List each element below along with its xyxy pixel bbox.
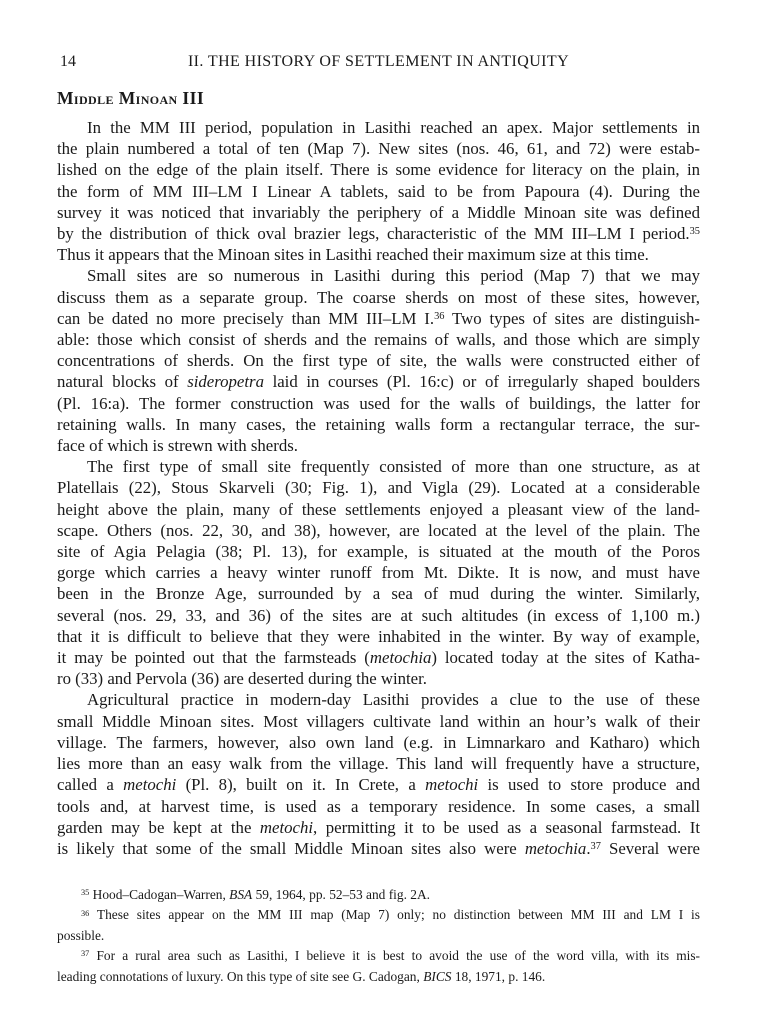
text-segment: small Middle Minoan sites. Most villagers cultivate land within an hour’s walk of their — [57, 711, 700, 731]
text-segment: scape. Others (nos. 22, 30, and 38), however, are located at the level of the plain. The — [57, 520, 700, 540]
paragraph-4-line — [57, 838, 700, 859]
page-number: 14 — [60, 53, 76, 70]
paragraph-1-line — [57, 159, 700, 180]
text-segment: tools and, at harvest time, is used as a temporary residence. In some cases, a small — [57, 796, 700, 816]
text-segment: (Pl. 16:a). The former construction was used for the walls of buildings, the latter for — [57, 393, 700, 413]
paragraph-3-line — [57, 583, 700, 604]
footnote-36-line — [57, 905, 700, 925]
text-segment: can be dated no more precisely than MM III–LM I. — [57, 308, 435, 328]
text-segment: (Pl. 8), built on it. In Crete, a — [176, 775, 426, 795]
text-segment: lished on the edge of the plain itself. There is some evidence for literacy on the plain, in — [57, 160, 700, 180]
paragraph-2-line — [57, 350, 700, 371]
footnote-35-line — [57, 885, 700, 905]
page-header — [57, 53, 700, 73]
footnote-number: 36 — [81, 908, 90, 918]
footnote-35 — [57, 885, 700, 905]
text-segment: laid in courses (Pl. 16:c) or of irregularly shaped boulders — [263, 372, 700, 392]
text-segment: These sites appear on the MM III map (Map 7) only; no distinction between MM III and LM I is — [89, 907, 700, 923]
paragraph-4-line — [57, 774, 700, 795]
text-segment: survey it was noticed that invariably the periphery of a Middle Minoan site was defined — [57, 202, 700, 222]
footnote-36-line — [57, 926, 700, 946]
text-segment: Agricultural practice in modern-day Lasithi provides a clue to the use of these — [87, 690, 700, 710]
text-segment: Small sites are so numerous in Lasithi during this period (Map 7) that we may — [87, 266, 700, 286]
paragraph-4-line — [57, 689, 700, 710]
paragraph-1-line — [57, 117, 700, 138]
text-segment: 59, 1964, pp. 52–53 and fig. 2A. — [252, 887, 431, 902]
paragraph-2 — [57, 265, 700, 456]
paragraph-1-line — [57, 244, 700, 265]
paragraph-3-line — [57, 668, 700, 689]
paragraph-3 — [57, 456, 700, 689]
paragraph-4-line — [57, 753, 700, 774]
paragraph-4 — [57, 689, 700, 859]
text-segment: metochia — [369, 648, 432, 668]
text-segment: discuss them as a separate group. The coarse sherds on most of these sites, however, — [57, 287, 700, 307]
text-segment: it may be pointed out that the farmsteads ( — [57, 648, 370, 668]
paragraph-2-line — [57, 265, 700, 286]
text-segment: natural blocks of — [57, 372, 188, 392]
paragraph-4-line — [57, 711, 700, 732]
text-segment: , permitting it to be used as a seasonal farmstead. It — [313, 817, 700, 837]
paragraph-3-line — [57, 562, 700, 583]
paragraph-1-line — [57, 202, 700, 223]
text-segment: metochi — [259, 817, 314, 837]
footnote-37-line — [57, 967, 700, 987]
text-segment: several (nos. 29, 33, and 36) of the sites are at such altitudes (in excess of 1,100 m.) — [57, 605, 700, 625]
text-segment: leading connotations of luxury. On this type of site see G. Cadogan, — [57, 968, 424, 984]
footnote-37 — [57, 946, 700, 987]
paragraph-2-line — [57, 329, 700, 350]
paragraph-1-line — [57, 181, 700, 202]
paragraph-4-line — [57, 796, 700, 817]
text-segment: In the MM III period, population in Lasithi reached an apex. Major settlements in — [87, 118, 700, 137]
text-segment: The first type of small site frequently consisted of more than one structure, as at — [87, 457, 700, 477]
footnote-number: 37 — [81, 949, 90, 959]
paragraph-3-line — [57, 456, 700, 477]
text-segment: the form of MM III–LM I Linear A tablets, said to be from Papoura (4). During the — [57, 181, 700, 201]
text-segment: been in the Bronze Age, surrounded by a sea of mud during the winter. Similarly, — [57, 584, 700, 604]
text-segment: metochi — [123, 775, 177, 795]
text-segment: BSA — [229, 887, 253, 902]
text-segment: retaining walls. In many cases, the retaining walls form a rectangular terrace, the sur- — [57, 414, 700, 434]
text-segment: height above the plain, many of these settlements enjoyed a pleasant view of the land- — [57, 499, 700, 519]
paragraph-3-line — [57, 477, 700, 498]
text-segment: able: those which consist of sherds and the remains of walls, and those which are simply — [57, 330, 700, 350]
text-segment: site of Agia Pelagia (38; Pl. 13), for example, is situated at the mouth of the Poros — [57, 542, 700, 562]
text-segment: BICS — [423, 968, 452, 984]
paragraph-2-line — [57, 308, 700, 329]
text-segment: For a rural area such as Lasithi, I believe it is best to avoid the use of the word villa, with its mis- — [89, 948, 700, 964]
paragraph-2-line — [57, 371, 700, 392]
footnotes — [57, 885, 700, 987]
text-segment: sideropetra — [187, 372, 264, 392]
footnote-ref: 37 — [590, 841, 601, 853]
text-segment: is used to store produce and — [478, 775, 700, 795]
text-segment: 18, 1971, p. 146. — [451, 968, 546, 984]
text-segment: gorge which carries a heavy winter runoff from Mt. Dikte. It is now, and must have — [57, 563, 700, 583]
text-segment: face of which is strewn with sherds. — [57, 436, 298, 456]
paragraph-3-line — [57, 647, 700, 668]
text-segment: lies more than an easy walk from the village. This land will frequently have a structure, — [57, 754, 700, 774]
paragraph-2-line — [57, 393, 700, 414]
text-segment: possible. — [57, 927, 105, 943]
paragraph-1-line — [57, 138, 700, 159]
text-segment: Platellais (22), Stous Skarveli (30; Fig. 1), and Vigla (29). Located at a considerable — [57, 478, 700, 498]
paragraph-3-line — [57, 541, 700, 562]
text-segment: concentrations of sherds. On the first type of site, the walls were constructed either of — [57, 351, 700, 371]
footnote-36 — [57, 905, 700, 946]
text-segment: Thus it appears that the Minoan sites in Lasithi reached their maximum size at this time. — [57, 245, 649, 265]
paragraph-1 — [57, 117, 700, 265]
paragraph-2-line — [57, 287, 700, 308]
text-segment: ro (33) and Pervola (36) are deserted during the winter. — [57, 669, 427, 689]
text-segment: by the distribution of thick oval brazier legs, characteristic of the MM III–LM I period. — [57, 224, 690, 244]
text-segment: the plain numbered a total of ten (Map 7). New sites (nos. 46, 61, and 72) were estab- — [57, 139, 700, 159]
section-heading: Middle Minoan III — [57, 88, 205, 108]
text-segment: garden may be kept at the — [57, 817, 260, 837]
text-segment: Several were — [600, 838, 700, 858]
paragraph-3-line — [57, 605, 700, 626]
text-segment: that it is difficult to believe that they were inhabited in the winter. By way of example, — [57, 626, 700, 646]
text-segment: metochi — [425, 775, 479, 795]
text-segment: is likely that some of the small Middle Minoan sites also were — [57, 838, 525, 858]
text-segment: Two types of sites are distinguish- — [444, 308, 700, 328]
footnote-ref: 35 — [689, 226, 700, 238]
paragraph-1-line — [57, 223, 700, 244]
footnote-number: 35 — [81, 888, 90, 898]
paragraph-2-line — [57, 435, 700, 456]
paragraph-3-line — [57, 520, 700, 541]
footnote-ref: 36 — [434, 311, 445, 323]
paragraph-2-line — [57, 414, 700, 435]
running-head: II. THE HISTORY OF SETTLEMENT IN ANTIQUITY — [187, 53, 570, 70]
text-segment: ) located today at the sites of Katha- — [431, 648, 700, 668]
paragraph-4-line — [57, 732, 700, 753]
paragraph-4-line — [57, 817, 700, 838]
paragraph-3-line — [57, 499, 700, 520]
text-segment: . — [586, 838, 591, 858]
text-segment: village. The farmers, however, also own land (e.g. in Limnarkaro and Katharo) which — [57, 732, 700, 752]
text-segment: metochia — [524, 838, 587, 858]
body-text — [57, 117, 700, 859]
paragraph-3-line — [57, 626, 700, 647]
footnote-37-line — [57, 946, 700, 966]
text-segment: called a — [57, 775, 124, 795]
text-segment: Hood–Cadogan–Warren, — [89, 887, 230, 902]
